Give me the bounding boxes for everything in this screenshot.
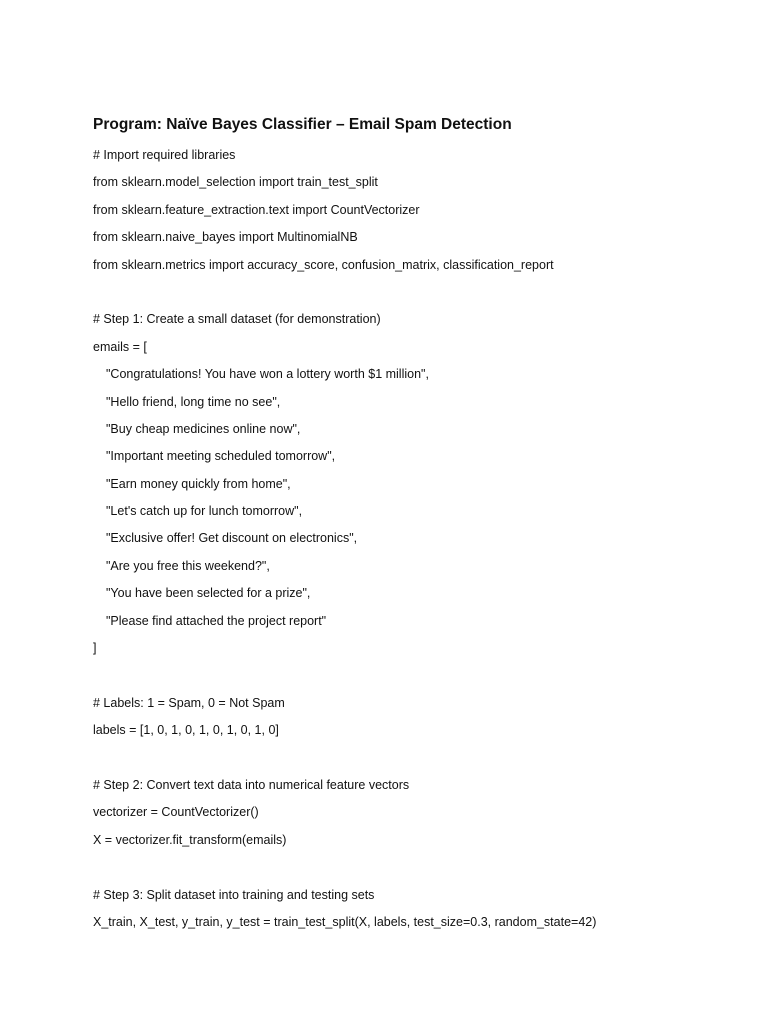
code-line: labels = [1, 0, 1, 0, 1, 0, 1, 0, 1, 0] (93, 723, 279, 738)
code-line: "Please find attached the project report" (106, 613, 327, 628)
code-line: from sklearn.metrics import accuracy_score, confusion_matrix, classification_report (93, 257, 554, 272)
blank-line (93, 281, 753, 308)
code-line: ] (93, 641, 97, 656)
code-line: "Important meeting scheduled tomorrow", (106, 449, 336, 464)
document-title: Program: Naïve Bayes Classifier – Email Spam Detection (93, 116, 512, 133)
blank-line (93, 747, 753, 774)
code-line: # Step 2: Convert text data into numerical feature vectors (93, 777, 410, 792)
code-line: from sklearn.model_selection import train_test_split (93, 175, 378, 190)
code-line: "You have been selected for a prize", (106, 586, 311, 601)
code-line: X = vectorizer.fit_transform(emails) (93, 832, 287, 847)
code-line: # Labels: 1 = Spam, 0 = Not Spam (93, 695, 285, 710)
blank-line (93, 664, 753, 691)
code-line: # Step 3: Split dataset into training and testing sets (93, 887, 375, 902)
code-line: from sklearn.feature_extraction.text import CountVectorizer (93, 202, 420, 217)
code-line: vectorizer = CountVectorizer() (93, 805, 259, 820)
code-line: # Step 1: Create a small dataset (for demonstration) (93, 312, 381, 327)
code-line: emails = [ (93, 339, 147, 354)
blank-line (93, 856, 753, 883)
code-line: "Are you free this weekend?", (106, 558, 270, 573)
code-line: "Earn money quickly from home", (106, 476, 291, 491)
code-line: "Exclusive offer! Get discount on electronics", (106, 531, 358, 546)
code-line: from sklearn.naive_bayes import MultinomialNB (93, 230, 358, 245)
code-line: # Import required libraries (93, 148, 236, 162)
code-line: "Congratulations! You have won a lottery worth $1 million", (106, 367, 429, 382)
code-line: "Hello friend, long time no see", (106, 394, 281, 409)
code-line: "Buy cheap medicines online now", (106, 421, 301, 436)
code-line: X_train, X_test, y_train, y_test = train_test_split(X, labels, test_size=0.3, random_state=42) (93, 914, 597, 929)
code-listing (93, 144, 753, 938)
code-line: "Let's catch up for lunch tomorrow", (106, 504, 303, 519)
